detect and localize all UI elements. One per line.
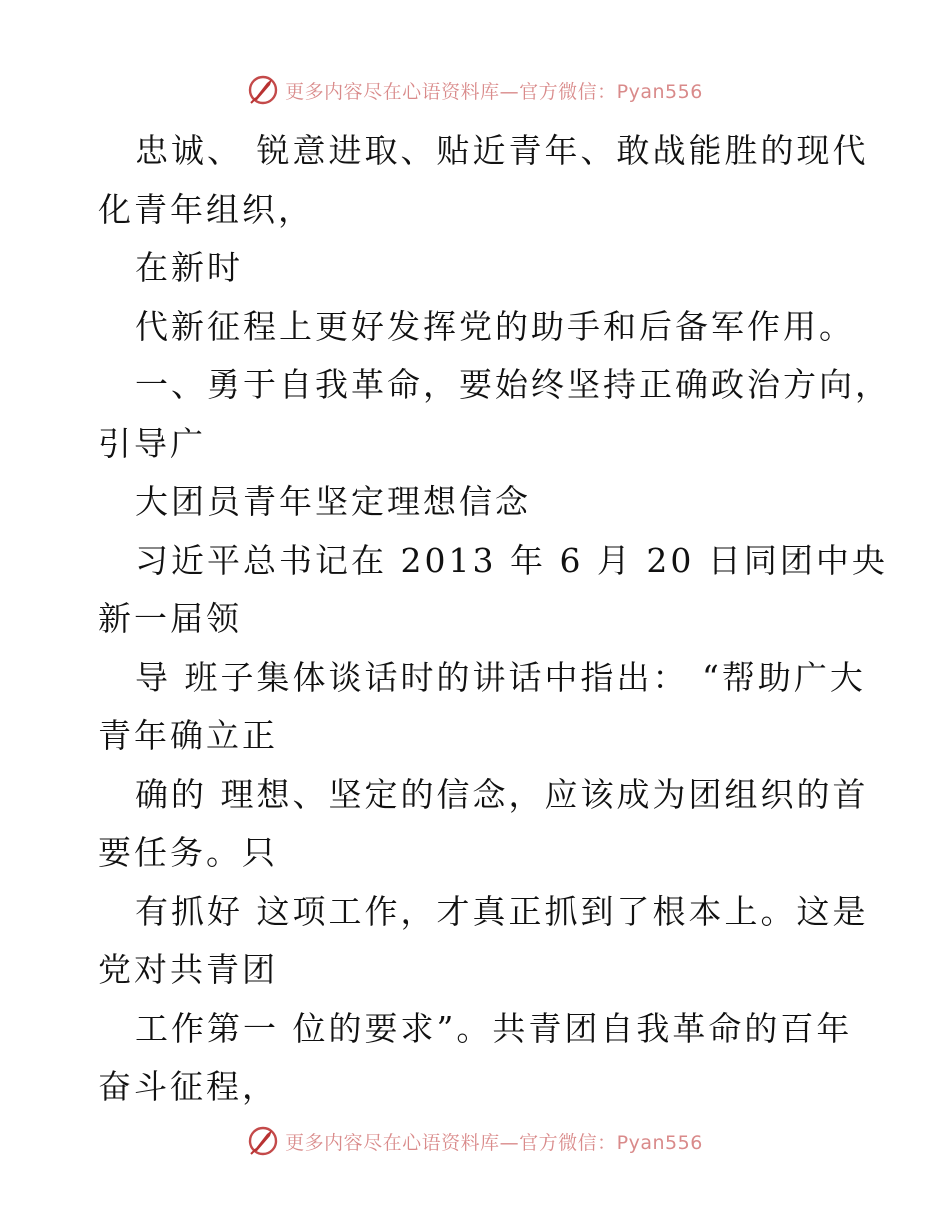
quill-pen-circle-icon	[247, 74, 279, 106]
text-line: 有抓好 这项工作，才真正抓到了根本上。这是	[135, 891, 869, 931]
text-line: 一、勇于自我革命，要始终坚持正确政治方向，	[135, 365, 891, 404]
text-line: 青年确立正	[98, 716, 278, 755]
text-line: 在新时	[135, 248, 243, 287]
text-line: 代新征程上更好发挥党的助手和后备军作用。	[135, 306, 855, 346]
text-line: 确的 理想、坚定的信念，应该成为团组织的首	[135, 774, 869, 814]
watermark-text: 更多内容尽在心语资料库—官方微信：Pyan556	[285, 80, 703, 103]
text-line: 导 班子集体谈话时的讲话中指出： “帮助广大	[135, 657, 866, 697]
text-line: 大团员青年坚定理想信念	[135, 482, 531, 521]
document-body	[98, 122, 891, 1117]
watermark-text: 更多内容尽在心语资料库—官方微信：Pyan556	[285, 1131, 703, 1154]
text-line: 工作第一 位的要求”。共青团自我革命的百年	[135, 1008, 853, 1048]
text-line: 党对共青团	[98, 950, 278, 989]
text-line: 习近平总书记在 2013 年 6 月 20 日同团中央	[135, 540, 888, 580]
text-line: 要任务。只	[98, 833, 278, 872]
quill-pen-circle-icon	[247, 1125, 279, 1157]
text-line: 奋斗征程，	[98, 1067, 278, 1106]
text-line: 忠诚、 锐意进取、贴近青年、敢战能胜的现代	[135, 131, 869, 170]
text-line: 引导广	[98, 423, 206, 463]
header-watermark	[0, 70, 950, 110]
text-line: 化青年组织，	[98, 189, 314, 229]
footer-watermark	[0, 1121, 950, 1161]
text-line: 新一届领	[98, 599, 242, 638]
